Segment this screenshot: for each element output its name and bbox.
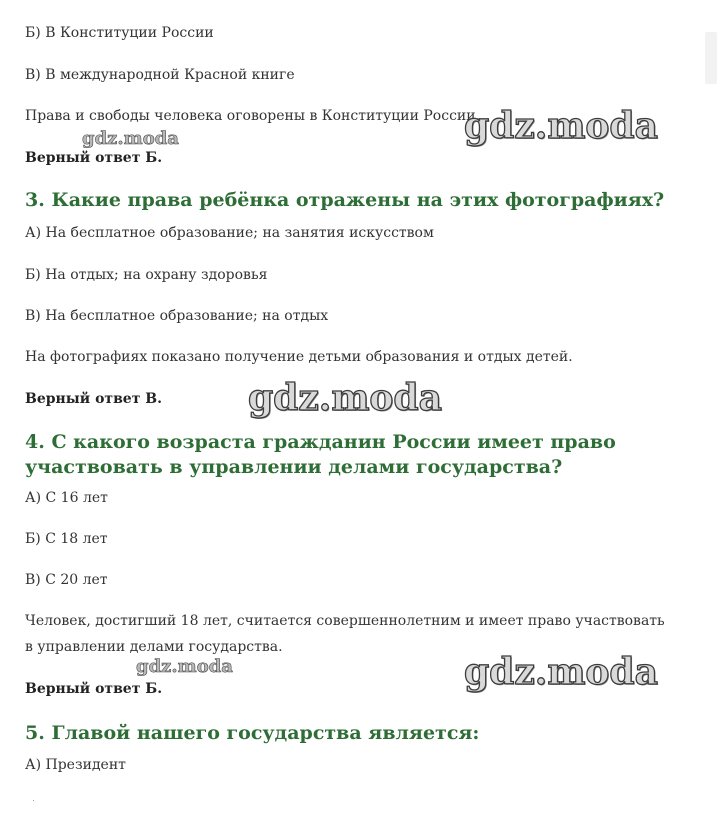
q2-answer: Верный ответ Б. (25, 150, 163, 166)
q3-title: 3. Какие права ребёнка отражены на этих фотографиях? (25, 189, 665, 211)
q4-option-v: В) С 20 лет (25, 572, 108, 588)
watermark-logo: gdz.moda (464, 105, 658, 147)
q2-option-v: В) В международной Красной книге (25, 67, 295, 83)
q4-option-b: Б) С 18 лет (25, 531, 108, 547)
q3-option-v: В) На бесплатное образование; на отдых (25, 308, 329, 324)
q4-option-a: А) С 16 лет (25, 490, 108, 506)
q4-explanation: Человек, достигший 18 лет, считается совершеннолетним и имеет право участвовать в управлении делами государства. (25, 613, 665, 655)
q5-option-a: А) Президент (25, 757, 126, 773)
watermark-logo-small: gdz.moda (82, 128, 179, 149)
watermark-logo-small: gdz.moda (136, 656, 233, 677)
watermark-logo: gdz.moda (248, 377, 442, 419)
q2-explanation: Права и свободы человека оговорены в Конституции России. (25, 108, 481, 124)
q3-option-a: А) На бесплатное образование; на занятия искусством (25, 225, 434, 241)
stray-dot (33, 800, 34, 801)
scrollbar[interactable] (703, 0, 719, 836)
watermark-logo: gdz.moda (464, 651, 658, 693)
q4-answer: Верный ответ Б. (25, 681, 163, 697)
q3-option-b: Б) На отдых; на охрану здоровья (25, 267, 268, 283)
q2-option-b: Б) В Конституции России (25, 25, 214, 41)
q4-title: 4. С какого возраста гражданин России имеет право участвовать в управлении делами государства? (25, 431, 616, 478)
q3-explanation: На фотографиях показано получение детьми образования и отдых детей. (25, 349, 573, 365)
scrollbar-thumb[interactable] (705, 32, 717, 84)
q5-title: 5. Главой нашего государства является: (25, 722, 480, 744)
q3-answer: Верный ответ В. (25, 391, 162, 407)
